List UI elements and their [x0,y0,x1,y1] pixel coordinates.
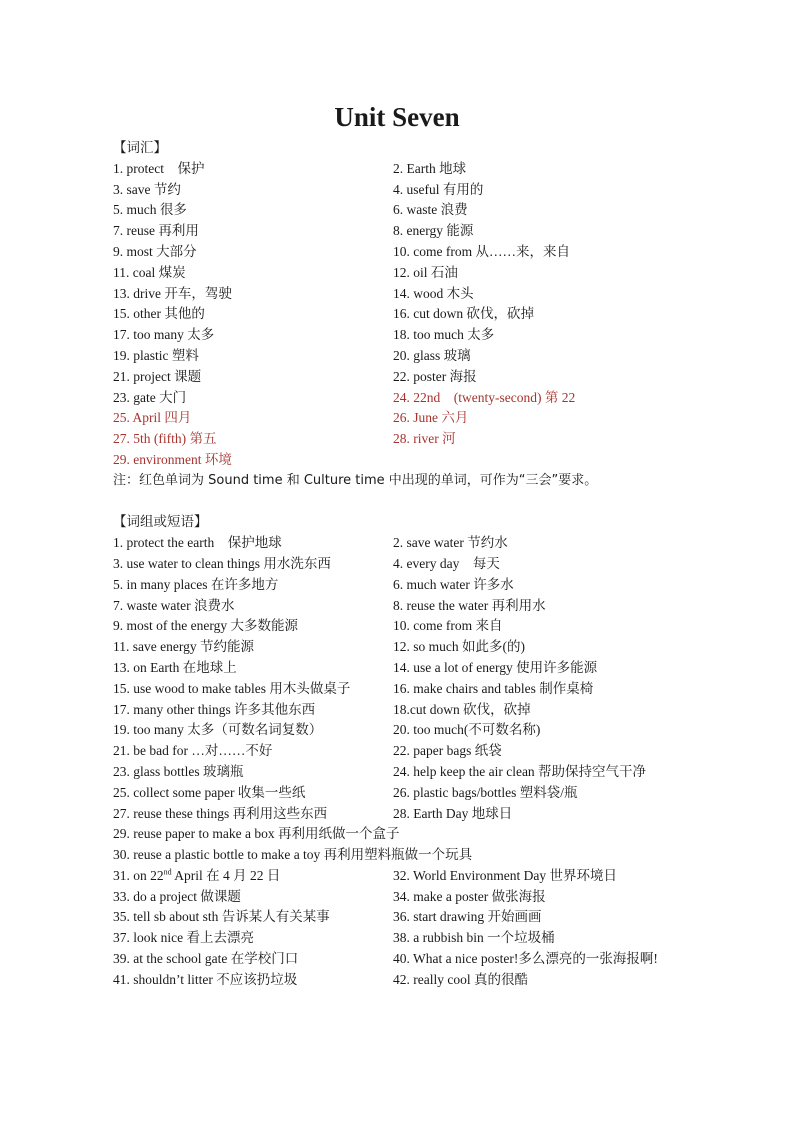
vocabulary-item-row [113,450,753,471]
phrase-item-row [113,658,753,679]
vocabulary-item: 13. drive 开车，驾驶 [113,285,232,301]
vocabulary-item: 18. too much 太多 [393,327,495,343]
vocabulary-item-row [113,429,753,450]
phrase-item-row [113,679,753,700]
vocabulary-item-row [113,242,753,263]
phrase-item: 21. be bad for …对……不好 [113,743,273,759]
phrase-item-text-rest: April 在 4 月 22 日 [171,867,281,883]
phrase-item: 3. use water to clean things 用水洗东西 [113,555,331,571]
vocabulary-item-row [113,159,753,180]
vocabulary-heading: 【词汇】 [113,140,167,156]
phrase-item: 27. reuse these things 再利用这些东西 [113,805,328,821]
phrase-item-superscript: nd [163,867,172,877]
section-gap [113,492,753,513]
vocabulary-item: 23. gate 大门 [113,389,187,405]
phrase-item-row [113,762,753,783]
phrase-item: 26. plastic bags/bottles 塑料袋/瓶 [393,784,578,800]
vocabulary-item-row [113,304,753,325]
phrases-list [113,533,753,991]
phrase-item: 12. so much 如此多(的) [393,639,525,655]
phrase-item: 24. help keep the air clean 帮助保持空气干净 [393,763,647,779]
phrase-item-row [113,949,753,970]
phrase-item-row [113,928,753,949]
phrase-item-row [113,866,753,887]
phrase-item: 23. glass bottles 玻璃瓶 [113,763,244,779]
vocabulary-item: 3. save 节约 [113,181,181,197]
vocabulary-item: 28. river 河 [393,431,456,447]
phrase-item: 2. save water 节约水 [393,535,508,551]
phrase-item: 20. too much(不可数名称) [393,722,541,738]
vocabulary-item-row [113,200,753,221]
phrase-item: 33. do a project 做课题 [113,888,241,904]
vocabulary-item: 4. useful 有用的 [393,181,484,197]
vocabulary-item-row [113,221,753,242]
vocabulary-item-row [113,263,753,284]
phrase-item-row [113,616,753,637]
vocabulary-item: 25. April 四月 [113,410,192,426]
phrase-item: 38. a rubbish bin 一个垃圾桶 [393,930,555,946]
vocabulary-item: 5. much 很多 [113,202,187,218]
phrase-item: 11. save energy 节约能源 [113,639,254,655]
vocabulary-item-row [113,346,753,367]
vocabulary-item: 24. 22nd (twenty-second) 第 22 [393,389,576,405]
phrase-item: 9. most of the energy 大多数能源 [113,618,298,634]
phrase-item-row [113,845,753,866]
phrase-item-row [113,824,753,845]
phrase-item: 7. waste water 浪费水 [113,597,235,613]
vocabulary-note: 注：红色单词为 Sound time 和 Culture time 中出现的单词，可作为“三会”要求。 [113,472,598,488]
phrase-item: 10. come from 来自 [393,618,503,634]
vocabulary-item: 12. oil 石油 [393,264,458,280]
vocabulary-item: 17. too many 太多 [113,327,215,343]
phrase-item: 37. look nice 看上去漂亮 [113,930,254,946]
phrases-heading: 【词组或短语】 [113,514,208,531]
phrase-item: 36. start drawing 开始画画 [393,909,542,925]
phrase-item: 19. too many 太多（可数名词复数） [113,722,323,738]
phrase-item: 34. make a poster 做张海报 [393,888,546,904]
vocabulary-item: 8. energy 能源 [393,223,474,239]
vocabulary-item: 10. come from 从……来，来自 [393,243,570,259]
phrase-item-text: 31. on 22 [113,867,164,883]
phrase-item: 4. every day 每天 [393,555,500,571]
vocabulary-item: 20. glass 玻璃 [393,347,471,363]
phrase-item-row [113,970,753,991]
vocabulary-item-row [113,388,753,409]
phrase-item-row [113,907,753,928]
page-title: Unit Seven [334,102,460,132]
vocabulary-item: 19. plastic 塑料 [113,347,199,363]
vocabulary-item-row [113,284,753,305]
vocabulary-item: 26. June 六月 [393,410,469,426]
vocabulary-item-row [113,408,753,429]
phrase-item: 15. use wood to make tables 用木头做桌子 [113,680,351,696]
vocabulary-section [113,138,753,991]
phrase-item: 8. reuse the water 再利用水 [393,597,546,613]
phrase-item-row [113,575,753,596]
vocabulary-item: 16. cut down 砍伐，砍掉 [393,306,534,322]
vocabulary-item-row [113,180,753,201]
vocabulary-item: 29. environment 环境 [113,451,232,467]
phrase-item-row [113,804,753,825]
vocabulary-item: 21. project 课题 [113,368,202,384]
phrase-item-row [113,741,753,762]
phrase-item: 41. shouldn’t litter 不应该扔垃圾 [113,971,298,987]
phrase-item: 16. make chairs and tables 制作桌椅 [393,680,594,696]
phrase-item-row [113,720,753,741]
phrase-item-row [113,637,753,658]
vocabulary-item: 6. waste 浪费 [393,202,468,218]
vocabulary-item: 22. poster 海报 [393,368,477,384]
phrase-item-row [113,783,753,804]
vocabulary-item: 7. reuse 再利用 [113,223,199,239]
phrase-item: 13. on Earth 在地球上 [113,659,237,675]
phrase-item: 42. really cool 真的很酷 [393,971,528,987]
phrase-item: 29. reuse paper to make a box 再利用纸做一个盒子 [113,826,400,842]
phrase-item: 40. What a nice poster!多么漂亮的一张海报啊! [393,951,658,967]
phrase-item: 39. at the school gate 在学校门口 [113,951,299,967]
phrase-item-row [113,700,753,721]
phrase-item: 28. Earth Day 地球日 [393,805,513,821]
phrase-item: 17. many other things 许多其他东西 [113,701,316,717]
vocabulary-item: 1. protect 保护 [113,160,205,176]
phrase-item: 25. collect some paper 收集一些纸 [113,784,306,800]
vocabulary-item: 15. other 其他的 [113,306,205,322]
phrase-item: 1. protect the earth 保护地球 [113,535,282,551]
vocabulary-item: 2. Earth 地球 [393,160,467,176]
phrase-item-row [113,533,753,554]
phrase-item: 6. much water 许多水 [393,576,514,592]
phrase-item: 5. in many places 在许多地方 [113,576,279,592]
vocabulary-item-row [113,367,753,388]
vocabulary-item: 9. most 大部分 [113,243,197,259]
phrase-item: 22. paper bags 纸袋 [393,743,502,759]
vocabulary-item-row [113,325,753,346]
phrase-item: 30. reuse a plastic bottle to make a toy 再利用塑料瓶做一个玩具 [113,847,473,863]
vocabulary-item: 27. 5th (fifth) 第五 [113,431,217,447]
phrase-item: 14. use a lot of energy 使用许多能源 [393,659,598,675]
vocabulary-item: 11. coal 煤炭 [113,264,186,280]
phrase-item: 35. tell sb about sth 告诉某人有关某事 [113,909,330,925]
phrase-item-row [113,887,753,908]
phrase-item-row [113,554,753,575]
phrase-item: 18.cut down 砍伐，砍掉 [393,701,531,717]
phrase-item-row [113,596,753,617]
phrase-item: 32. World Environment Day 世界环境日 [393,867,618,883]
phrase-item [113,866,280,887]
vocabulary-item: 14. wood 木头 [393,285,474,301]
vocabulary-list [113,159,753,471]
